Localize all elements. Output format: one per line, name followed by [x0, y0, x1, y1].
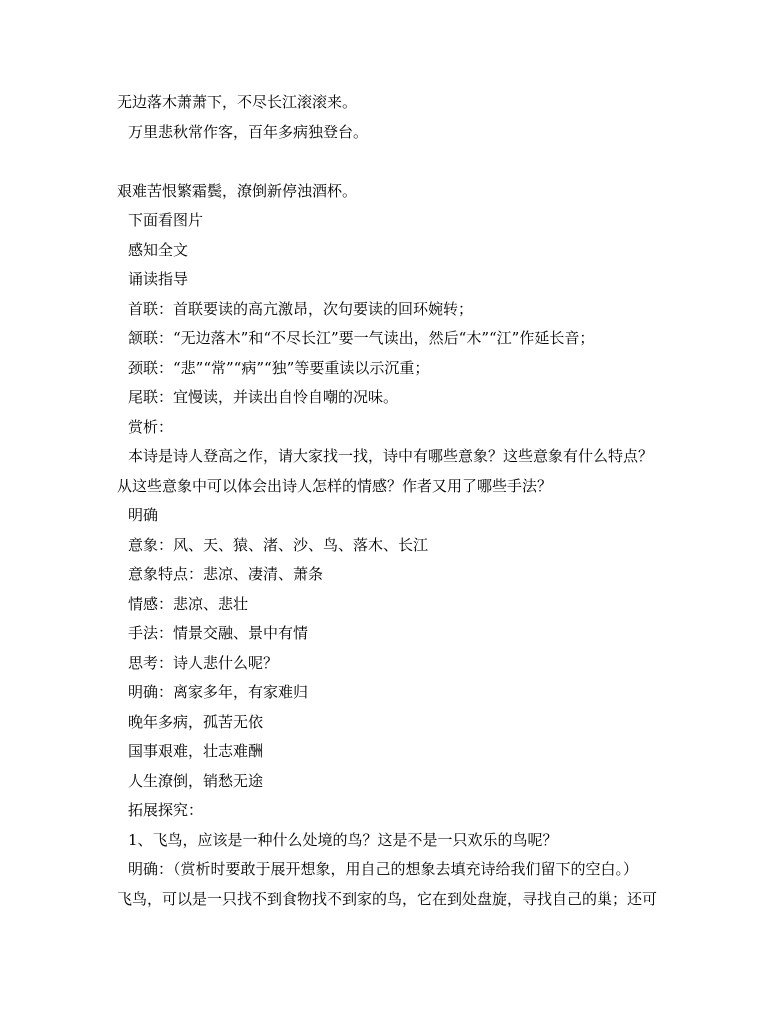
answer-line: 情感：悲凉、悲壮 [128, 595, 249, 613]
poem-line-3: 艰难苦恨繁霜鬓，潦倒新停浊酒杯。 [117, 182, 358, 200]
text-line: 下面看图片 [128, 211, 204, 229]
question-line: 本诗是诗人登高之作，请大家找一找，诗中有哪些意象？这些意象有什么特点？ [128, 447, 654, 465]
answer-line: 国事艰难，壮志难酬 [128, 742, 264, 760]
section-heading: 感知全文 [128, 241, 189, 259]
answer-line: 明确：（赏析时要敢于展开想象，用自己的想象去填充诗给我们留下的空白。） [128, 860, 639, 878]
section-heading: 拓展探究： [128, 801, 204, 819]
question-line: 思考：诗人悲什么呢？ [128, 654, 279, 672]
answer-heading: 明确 [128, 506, 159, 524]
answer-line: 晚年多病，孤苦无依 [128, 713, 264, 731]
answer-line: 意象特点：悲凉、凄清、萧条 [128, 565, 324, 583]
reading-guide-line: 首联：首联要读的高亢激昂，次句要读的回环婉转； [128, 300, 474, 318]
question-line: 从这些意象中可以体会出诗人怎样的情感？作者又用了哪些手法？ [117, 477, 553, 495]
section-heading: 诵读指导 [128, 270, 189, 288]
answer-line: 意象：风、天、猿、渚、沙、鸟、落木、长江 [128, 536, 429, 554]
answer-line: 手法：情景交融、景中有情 [128, 624, 309, 642]
reading-guide-line: 尾联：宜慢读，并读出自怜自嘲的况味。 [128, 388, 399, 406]
answer-line: 明确：离家多年，有家难归 [128, 683, 309, 701]
answer-line: 人生潦倒，销愁无途 [128, 772, 264, 790]
reading-guide-line: 颔联：“无边落木”和“不尽长江”要一气读出，然后“木”“江”作延长音； [128, 329, 595, 347]
section-heading: 赏析： [128, 418, 174, 436]
answer-line: 飞鸟，可以是一只找不到食物找不到家的鸟，它在到处盘旋，寻找自己的巢；还可 [117, 890, 658, 908]
poem-line-1: 无边落木萧萧下，不尽长江滚滚来。 [117, 93, 358, 111]
reading-guide-line: 颈联：“悲”“常”“病”“独”等要重读以示沉重； [128, 359, 430, 377]
poem-line-2: 万里悲秋常作客，百年多病独登台。 [128, 123, 369, 141]
question-line: 1、飞鸟，应该是一种什么处境的鸟？这是不是一只欢乐的鸟呢？ [128, 831, 558, 849]
